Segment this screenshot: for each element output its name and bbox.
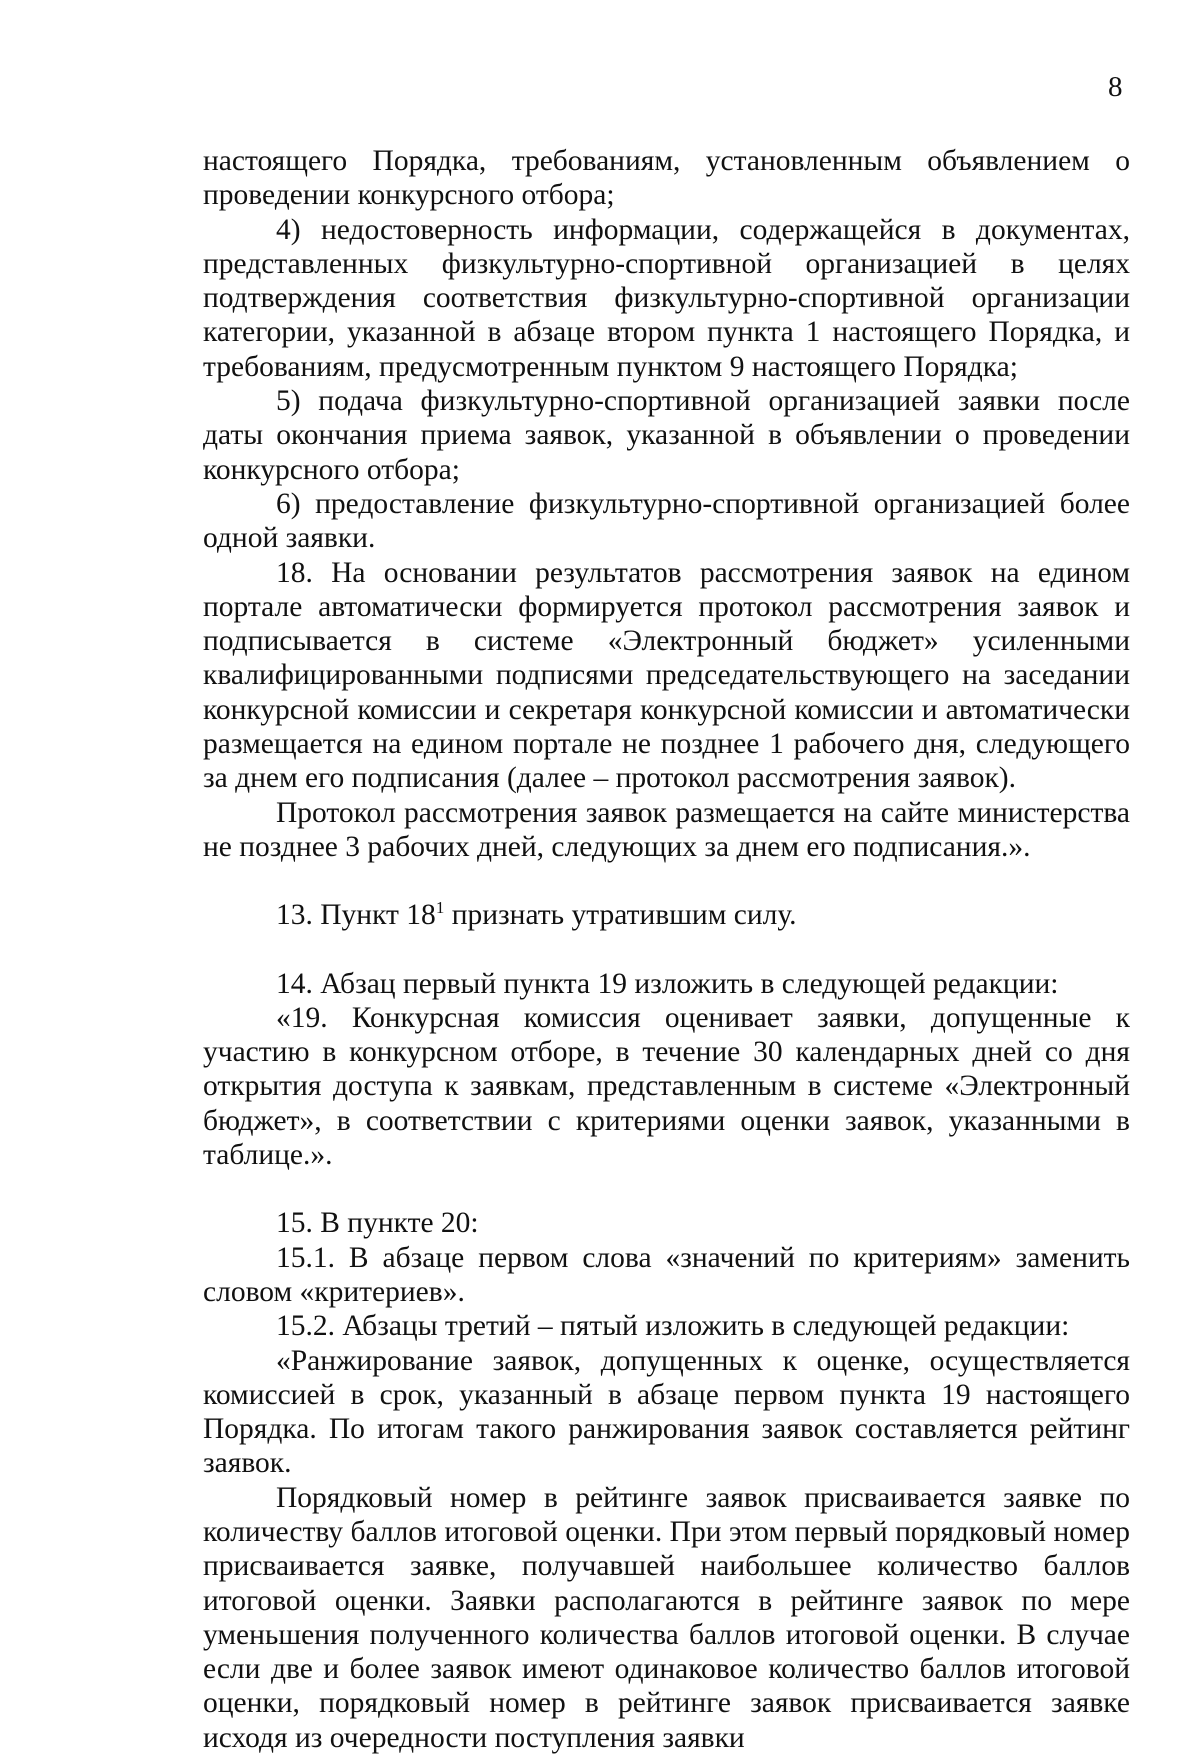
- item-14: 14. Абзац первый пункта 19 изложить в следующей редакции:: [276, 967, 1059, 1000]
- item-15-1: 15.1. В абзаце первом слова «значений по критериям» заменить словом «критериев».: [203, 1241, 1130, 1308]
- page-number: 8: [1108, 71, 1123, 103]
- ranking-paragraph: «Ранжирование заявок, допущенных к оценке, осуществляется комиссией в срок, указанный в абзаце первом пункта 19 настоящего Порядка. По итогам такого ранжирования заявок составляется рейтинг заявок.: [203, 1344, 1130, 1480]
- clause-18-protocol: Протокол рассмотрения заявок размещается на сайте министерства не позднее 3 рабочих дней, следующих за днем его подписания.».: [203, 796, 1130, 863]
- ranking-number-paragraph: Порядковый номер в рейтинге заявок присваивается заявке по количеству баллов итоговой оценки. При этом первый порядковый номер присваивается заявке, получавшей наибольшее количество баллов итоговой оценки. Заявки располагаются в рейтинге заявок по мере уменьшения полученного количества баллов итоговой оценки. В случае если две и более заявок имеют одинаковое количество баллов итоговой оценки, порядковый номер в рейтинге заявок присваивается заявке исходя из очередности поступления заявки: [203, 1481, 1130, 1754]
- item-13-text-end: признать утратившим силу.: [444, 899, 797, 932]
- clause-19-text: «19. Конкурсная комиссия оценивает заявки, допущенные к участию в конкурсном отборе, в течение 30 календарных дней со дня открытия доступа к заявкам, представленным в системе «Электронный бюджет», в соответствии с критериями оценки заявок, указанными в таблице.».: [203, 1001, 1130, 1172]
- list-item-4: 4) недостоверность информации, содержащейся в документах, представленных физкультурно-спортивной организацией в целях подтверждения соответствия физкультурно-спортивной организации категории, указанной в абзаце втором пункта 1 настоящего Порядка, и требованиям, предусмотренным пунктом 9 настоящего Порядка;: [203, 213, 1130, 383]
- item-15: 15. В пункте 20:: [276, 1207, 479, 1240]
- item-15-2: 15.2. Абзацы третий – пятый изложить в следующей редакции:: [276, 1310, 1070, 1343]
- item-13-text-start: 13. Пункт 18: [276, 899, 436, 932]
- clause-18: 18. На основании результатов рассмотрения заявок на едином портале автоматически формируется протокол рассмотрения заявок и подписывается в системе «Электронный бюджет» усиленными квалифицированными подписями председательствующего на заседании конкурсной комиссии и секретаря конкурсной комиссии и автоматически размещается на едином портале не позднее 1 рабочего дня, следующего за днем его подписания (далее – протокол рассмотрения заявок).: [203, 556, 1130, 795]
- item-13: [203, 898, 1130, 932]
- paragraph-continuation: настоящего Порядка, требованиям, установленным объявлением о проведении конкурсного отбора;: [203, 145, 1130, 212]
- list-item-6: 6) предоставление физкультурно-спортивной организацией более одной заявки.: [203, 487, 1130, 555]
- document-body: [203, 144, 1130, 1755]
- superscript: 1: [435, 898, 445, 918]
- list-item-5: 5) подача физкультурно-спортивной организацией заявки после даты окончания приема заявок, указанной в объявлении о проведении конкурсного отбора;: [203, 385, 1130, 486]
